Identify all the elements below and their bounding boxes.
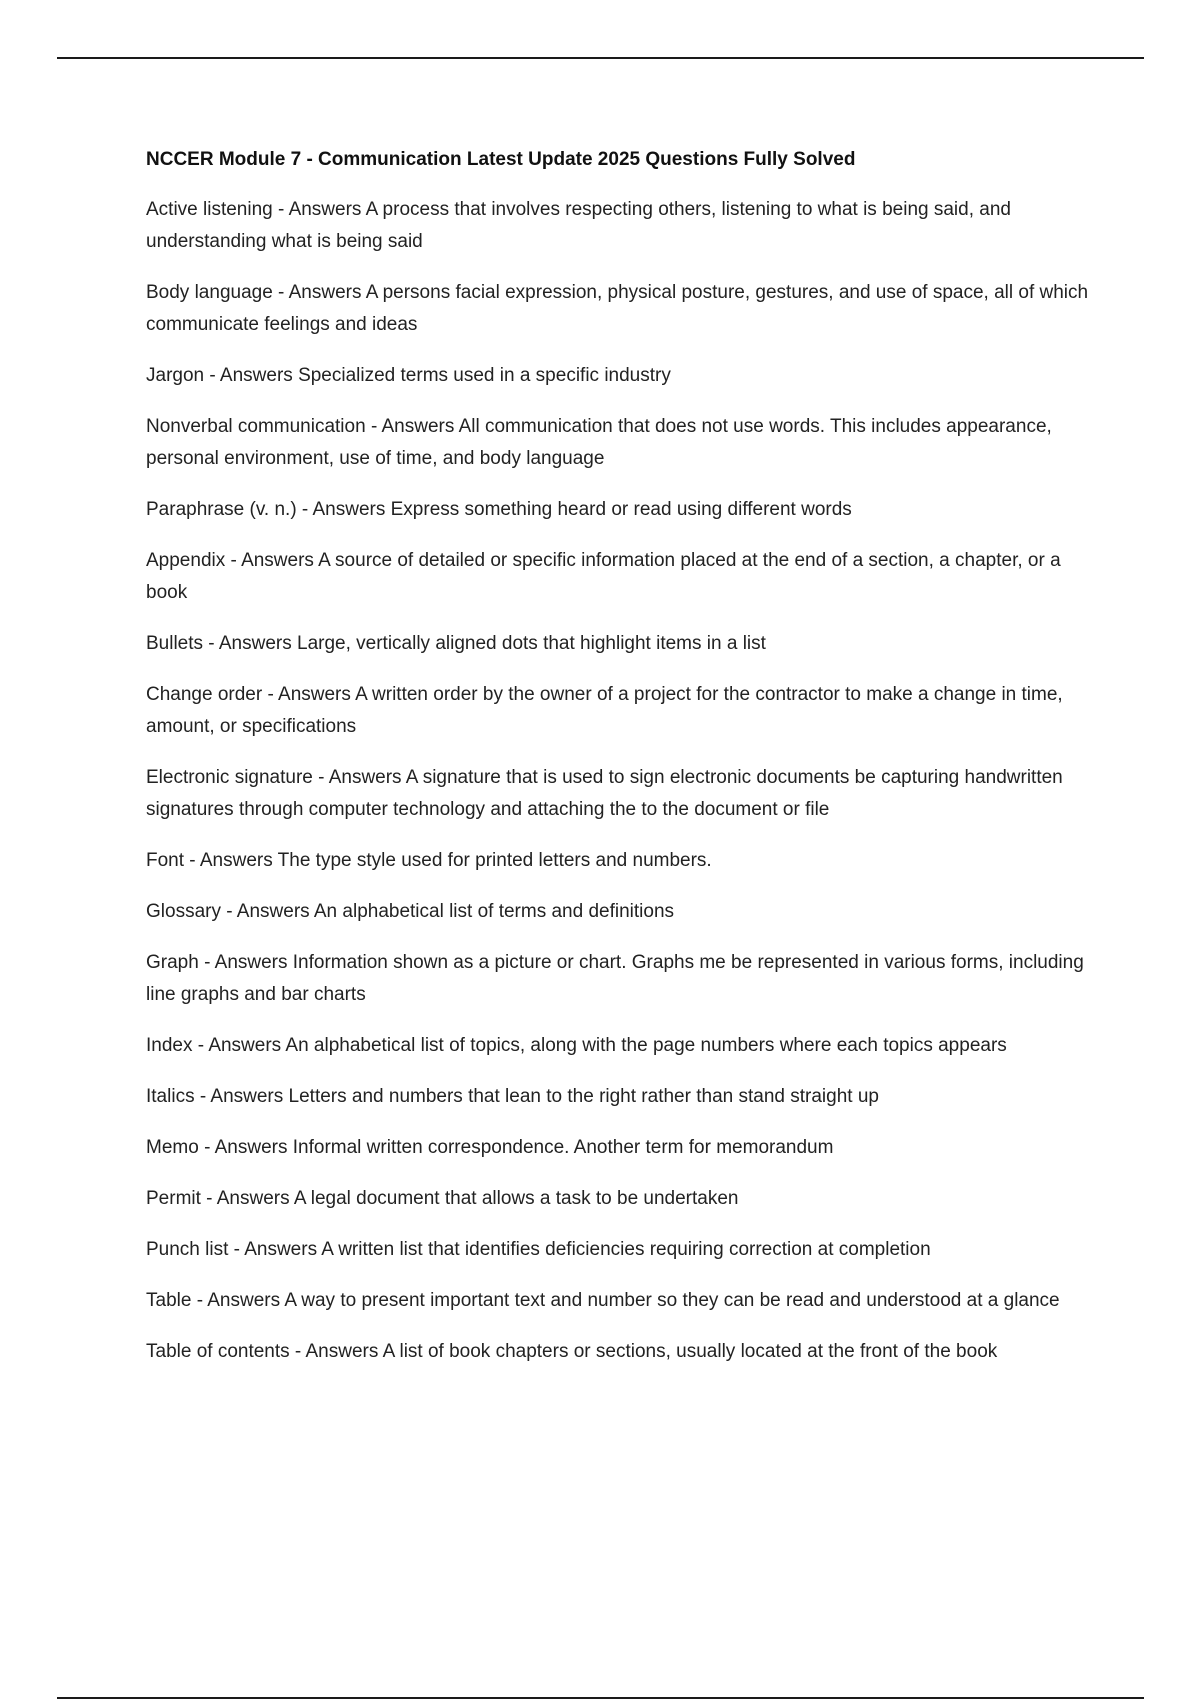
entry-permit: Permit - Answers A legal document that allows a task to be undertaken (146, 1188, 739, 1209)
entry-electronic-signature: Electronic signature - Answers A signature that is used to sign electronic documents be capturing handwritten signatures through computer technology and attaching the to the document or file (146, 767, 1063, 820)
document-title: NCCER Module 7 - Communication Latest Update 2025 Questions Fully Solved (146, 149, 856, 170)
entry-active-listening: Active listening - Answers A process that involves respecting others, listening to what is being said, and understanding what is being said (146, 199, 1011, 252)
entry-glossary: Glossary - Answers An alphabetical list of terms and definitions (146, 901, 675, 922)
entry-appendix: Appendix - Answers A source of detailed or specific information placed at the end of a section, a chapter, or a book (146, 550, 1061, 603)
entry-change-order: Change order - Answers A written order by the owner of a project for the contractor to make a change in time, amount, or specifications (146, 684, 1063, 737)
entry-memo: Memo - Answers Informal written correspondence. Another term for memorandum (146, 1137, 834, 1158)
header-rule (57, 57, 1144, 59)
entry-font: Font - Answers The type style used for printed letters and numbers. (146, 850, 712, 871)
entry-jargon: Jargon - Answers Specialized terms used in a specific industry (146, 365, 671, 386)
entry-table: Table - Answers A way to present important text and number so they can be read and understood at a glance (146, 1290, 1060, 1311)
entry-paraphrase: Paraphrase (v. n.) - Answers Express something heard or read using different words (146, 499, 852, 520)
document-body (146, 146, 1096, 1387)
entry-bullets: Bullets - Answers Large, vertically aligned dots that highlight items in a list (146, 633, 766, 654)
entry-index: Index - Answers An alphabetical list of topics, along with the page numbers where each topics appears (146, 1035, 1007, 1056)
footer-rule (57, 1697, 1144, 1699)
entry-graph: Graph - Answers Information shown as a picture or chart. Graphs me be represented in various forms, including line graphs and bar charts (146, 952, 1084, 1005)
entry-table-of-contents: Table of contents - Answers A list of book chapters or sections, usually located at the front of the book (146, 1341, 998, 1362)
entry-body-language: Body language - Answers A persons facial expression, physical posture, gestures, and use of space, all of which communicate feelings and ideas (146, 282, 1089, 335)
entry-list (146, 194, 1096, 1368)
entry-nonverbal-communication: Nonverbal communication - Answers All communication that does not use words. This includes appearance, personal environment, use of time, and body language (146, 416, 1052, 469)
entry-punch-list: Punch list - Answers A written list that identifies deficiencies requiring correction at completion (146, 1239, 931, 1260)
entry-italics: Italics - Answers Letters and numbers that lean to the right rather than stand straight up (146, 1086, 879, 1107)
